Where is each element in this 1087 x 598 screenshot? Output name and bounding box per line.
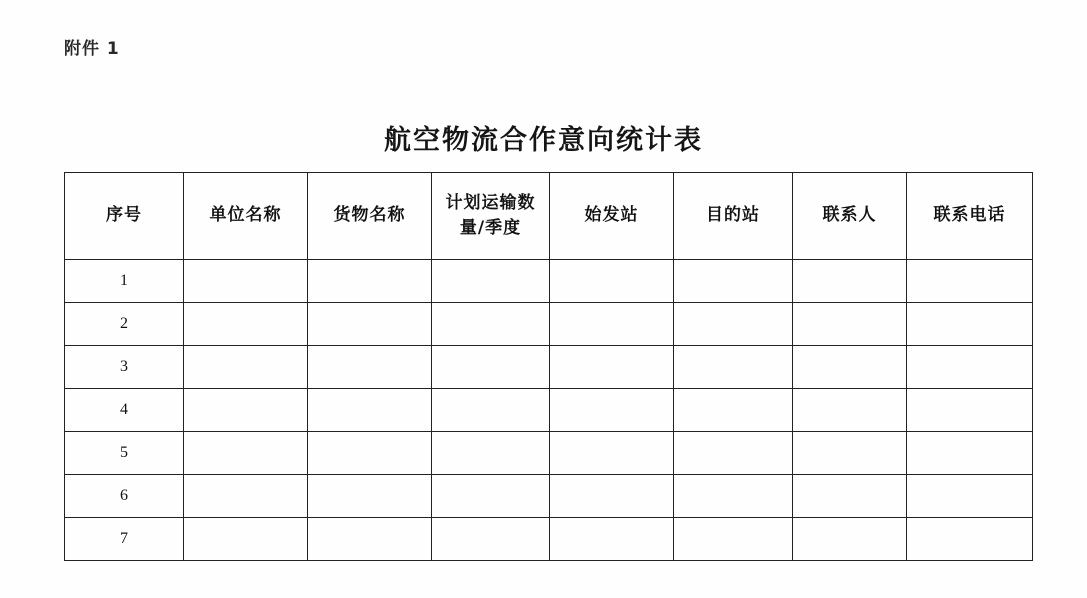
cell-planned-quantity[interactable] [432, 260, 550, 303]
cell-planned-quantity[interactable] [432, 346, 550, 389]
cell-destination-station[interactable] [674, 389, 793, 432]
cell-destination-station[interactable] [674, 432, 793, 475]
table-row [65, 432, 1033, 475]
cell-contact-person[interactable] [793, 432, 907, 475]
cell-origin-station[interactable] [550, 389, 674, 432]
cell-destination-station[interactable] [674, 303, 793, 346]
cell-destination-station[interactable] [674, 346, 793, 389]
column-header-origin-station: 始发站 [550, 173, 674, 260]
cell-index: 1 [65, 260, 184, 303]
cell-index: 5 [65, 432, 184, 475]
column-header-unit-name: 单位名称 [184, 173, 308, 260]
cell-unit-name[interactable] [184, 389, 308, 432]
table-row [65, 389, 1033, 432]
cell-contact-phone[interactable] [907, 475, 1033, 518]
table-body [65, 260, 1033, 561]
cell-planned-quantity[interactable] [432, 432, 550, 475]
page-title: 航空物流合作意向统计表 [384, 125, 703, 156]
table-row [65, 260, 1033, 303]
column-header-index: 序号 [65, 173, 184, 260]
table-row [65, 518, 1033, 561]
cell-contact-person[interactable] [793, 475, 907, 518]
cell-goods-name[interactable] [308, 346, 432, 389]
cell-origin-station[interactable] [550, 346, 674, 389]
cell-goods-name[interactable] [308, 303, 432, 346]
cell-contact-phone[interactable] [907, 432, 1033, 475]
cell-contact-phone[interactable] [907, 389, 1033, 432]
column-header-planned-quantity-line2: 量/季度 [459, 218, 522, 238]
cell-unit-name[interactable] [184, 260, 308, 303]
cell-index: 4 [65, 389, 184, 432]
table-row [65, 475, 1033, 518]
cell-destination-station[interactable] [674, 518, 793, 561]
column-header-planned-quantity [432, 173, 550, 260]
cell-goods-name[interactable] [308, 432, 432, 475]
cell-goods-name[interactable] [308, 475, 432, 518]
cell-planned-quantity[interactable] [432, 389, 550, 432]
cell-contact-person[interactable] [793, 260, 907, 303]
cell-index: 2 [65, 303, 184, 346]
cell-destination-station[interactable] [674, 260, 793, 303]
cell-unit-name[interactable] [184, 346, 308, 389]
cell-planned-quantity[interactable] [432, 518, 550, 561]
cell-unit-name[interactable] [184, 518, 308, 561]
column-header-contact-phone: 联系电话 [907, 173, 1033, 260]
column-header-destination-station: 目的站 [674, 173, 793, 260]
cell-origin-station[interactable] [550, 518, 674, 561]
attachment-label: 附件 1 [64, 39, 120, 59]
cell-contact-phone[interactable] [907, 260, 1033, 303]
cell-origin-station[interactable] [550, 432, 674, 475]
cell-origin-station[interactable] [550, 303, 674, 346]
cell-planned-quantity[interactable] [432, 303, 550, 346]
statistics-table [64, 172, 1033, 561]
table-row [65, 303, 1033, 346]
cell-goods-name[interactable] [308, 389, 432, 432]
cell-contact-person[interactable] [793, 303, 907, 346]
cell-contact-person[interactable] [793, 346, 907, 389]
cell-index: 7 [65, 518, 184, 561]
column-header-goods-name: 货物名称 [308, 173, 432, 260]
table-header-row [65, 173, 1033, 260]
cell-destination-station[interactable] [674, 475, 793, 518]
cell-contact-phone[interactable] [907, 346, 1033, 389]
cell-unit-name[interactable] [184, 432, 308, 475]
cell-unit-name[interactable] [184, 475, 308, 518]
cell-origin-station[interactable] [550, 260, 674, 303]
cell-contact-person[interactable] [793, 518, 907, 561]
statistics-table-container [64, 172, 1024, 561]
cell-goods-name[interactable] [308, 260, 432, 303]
cell-unit-name[interactable] [184, 303, 308, 346]
cell-contact-phone[interactable] [907, 518, 1033, 561]
cell-planned-quantity[interactable] [432, 475, 550, 518]
cell-contact-phone[interactable] [907, 303, 1033, 346]
cell-index: 6 [65, 475, 184, 518]
cell-goods-name[interactable] [308, 518, 432, 561]
column-header-planned-quantity-line1: 计划运输数 [445, 192, 536, 213]
column-header-contact-person: 联系人 [793, 173, 907, 260]
cell-index: 3 [65, 346, 184, 389]
table-header [65, 173, 1033, 260]
cell-contact-person[interactable] [793, 389, 907, 432]
table-row [65, 346, 1033, 389]
cell-origin-station[interactable] [550, 475, 674, 518]
